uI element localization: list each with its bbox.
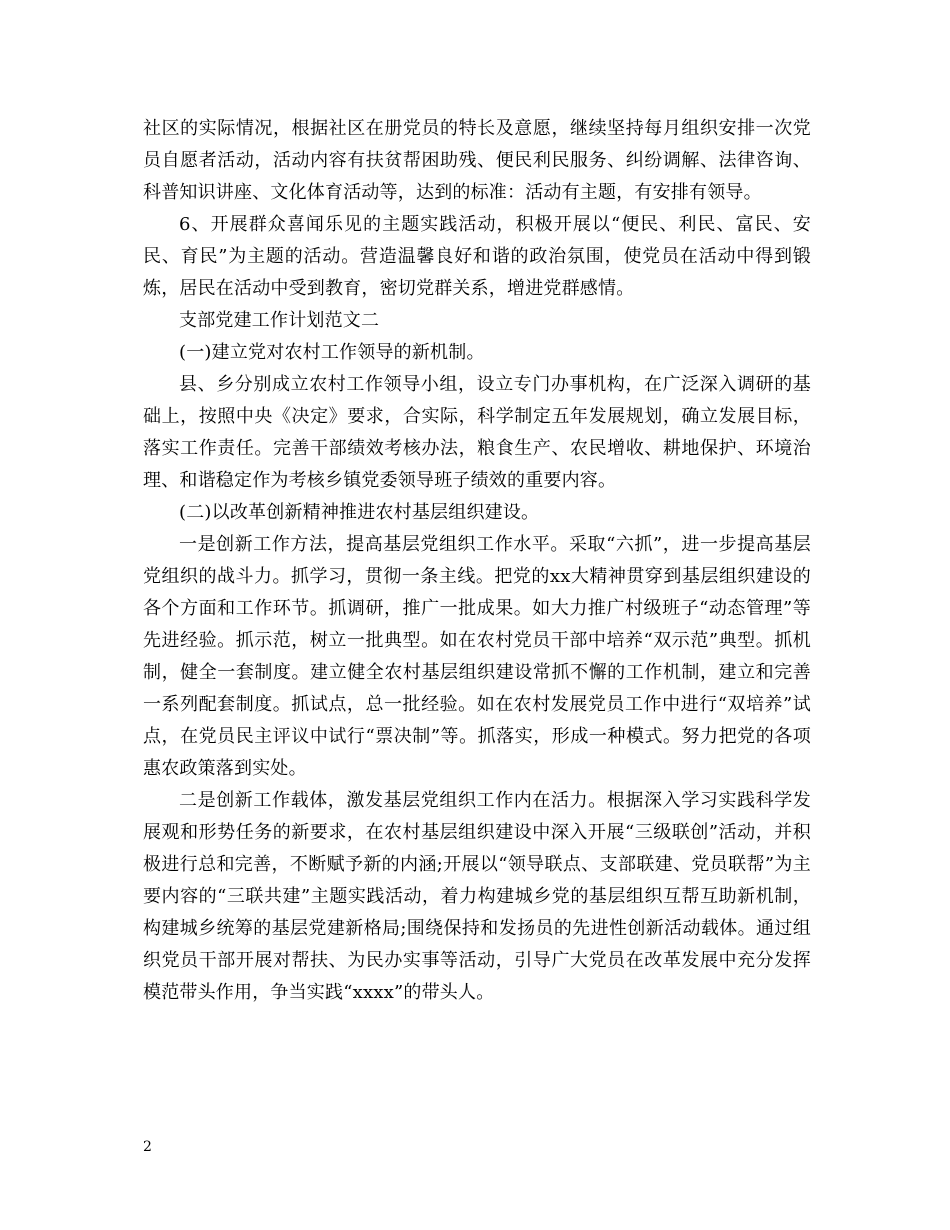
subsection-heading: (二)以改革创新精神推进农村基层组织建设。 [179, 502, 540, 523]
section-heading: 支部党建工作计划范文二 [179, 310, 380, 331]
document-body [143, 113, 811, 1009]
subsection-heading: (一)建立党对农村工作领导的新机制。 [179, 342, 485, 363]
paragraph: 二是创新工作载体，激发基层党组织工作内在活力。根据深入学习实践科学发展观和形势任务的新要求，在农村基层组织建设中深入开展“三级联创”活动，并积极进行总和完善，不断赋予新的内涵;开展以“领导联点、支部联建、党员联帮”为主要内容的“三联共建”主题实践活动，着力构建城乡党的基层组织互帮互助新机制，构建城乡统筹的基层党建新格局;围绕保持和发扬员的先进性创新活动载体。通过组织党员干部开展对帮扶、为民办实事等活动，引导广大党员在改革发展中充分发挥模范带头作用，争当实践“xxxx”的带头人。 [143, 790, 811, 1003]
paragraph: 6、开展群众喜闻乐见的主题实践活动，积极开展以“便民、利民、富民、安民、育民”为主题的活动。营造温馨良好和谐的政治氛围，使党员在活动中得到锻炼，居民在活动中受到教育，密切党群关系，增进党群感情。 [143, 214, 811, 299]
paragraph: 县、乡分别成立农村工作领导小组，设立专门办事机构，在广泛深入调研的基础上，按照中央《决定》要求，合实际，科学制定五年发展规划，确立发展目标，落实工作责任。完善干部绩效考核办法，粮食生产、农民增收、耕地保护、环境治理、和谐稳定作为考核乡镇党委领导班子绩效的重要内容。 [143, 374, 811, 491]
paragraph: 社区的实际情况，根据社区在册党员的特长及意愿，继续坚持每月组织安排一次党员自愿者活动，活动内容有扶贫帮困助残、便民利民服务、纠纷调解、法律咨询、科普知识讲座、文化体育活动等，达到的标准：活动有主题，有安排有领导。 [143, 118, 811, 203]
paragraph: 一是创新工作方法，提高基层党组织工作水平。采取“六抓”，进一步提高基层党组织的战斗力。抓学习，贯彻一条主线。把党的xx大精神贯穿到基层组织建设的各个方面和工作环节。抓调研，推广一批成果。如大力推广村级班子“动态管理”等先进经验。抓示范，树立一批典型。如在农村党员干部中培养“双示范”典型。抓机制，健全一套制度。建立健全农村基层组织建设常抓不懈的工作机制，建立和完善一系列配套制度。抓试点，总一批经验。如在农村发展党员工作中进行“双培养”试点，在党员民主评议中试行“票决制”等。抓落实，形成一种模式。努力把党的各项惠农政策落到实处。 [143, 534, 811, 779]
page-number: 2 [143, 1139, 152, 1155]
